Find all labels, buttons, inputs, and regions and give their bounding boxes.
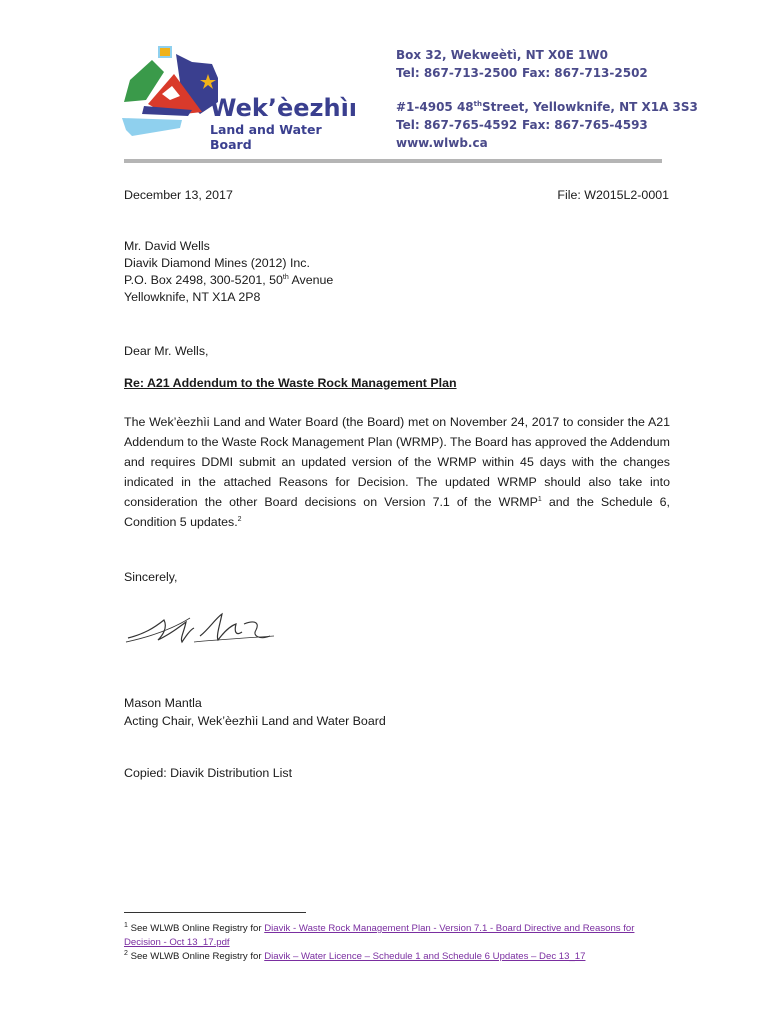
phone-number-2: Tel: 867-765-4592 xyxy=(396,118,518,132)
body-paragraph: The Wek’èezhìi Land and Water Board (the Board) met on November 24, 2017 to consider the A21 Addendum to the Waste Rock Management Plan (WRMP). The Board has approved the Addendum and requires DDMI submit an updated version of the WRMP within 45 days with the changes indicated in the attached Reasons for Decision. The updated WRMP should also take into consideration the other Board decisions on Version 7.1 of the WRMP$^1$ and the Schedule 6, Condition 5 updates.$^2$ xyxy=(124,415,671,529)
closing: Sincerely, xyxy=(124,570,178,584)
recipient-company: Diavik Diamond Mines (2012) Inc. xyxy=(124,256,310,270)
footnote-ref-1[interactable]: 1 xyxy=(537,495,542,503)
footnote-divider xyxy=(124,912,306,913)
fax-number: Fax: 867-713-2502 xyxy=(522,66,648,80)
address-line: Box 32, Wekweètì, NT X0E 1W0 xyxy=(396,48,608,62)
signer-name: Mason Mantla xyxy=(124,696,202,710)
recipient-address: P.O. Box 2498, 300-5201, 50th Avenue xyxy=(124,273,334,287)
phone-number: Tel: 867-713-2500 xyxy=(396,66,518,80)
footnote-1: $^1$ See WLWB Online Registry for Diavik - Waste Rock Management Plan - Version 7.1 - Board Directive and Reasons for Decision - Oct 13_17.pdf xyxy=(124,921,635,948)
signer-title: Acting Chair, Wek’èezhìi Land and Water Board xyxy=(124,714,386,728)
recipient-block xyxy=(124,238,333,306)
footnote-2-link[interactable]: Diavik – Water Licence – Schedule 1 and Schedule 6 Updates – Dec 13_17 xyxy=(264,951,586,962)
street-address: #1-4905 48thStreet, Yellowknife, NT X1A 3S3 xyxy=(396,100,698,114)
signature-image xyxy=(124,606,284,654)
file-number: File: W2015L2-0001 xyxy=(557,188,669,202)
recipient-city: Yellowknife, NT X1A 2P8 xyxy=(124,290,261,304)
header-divider xyxy=(124,159,662,163)
website-link[interactable]: www.wlwb.ca xyxy=(396,136,488,150)
copied-list: Copied: Diavik Distribution List xyxy=(124,766,293,780)
footnote-1-link[interactable]: Diavik - Waste Rock Management Plan - Version 7.1 - Board Directive and Reasons for Decision - Oct 13_17.pdf xyxy=(124,923,635,948)
org-logo xyxy=(122,44,358,152)
salutation: Dear Mr. Wells, xyxy=(124,344,209,358)
fax-number-2: Fax: 867-765-4593 xyxy=(522,118,648,132)
signer-block xyxy=(124,694,386,730)
org-name: Wek’èezhìı xyxy=(210,94,358,122)
recipient-name: Mr. David Wells xyxy=(124,239,210,253)
letter-date: December 13, 2017 xyxy=(124,188,233,202)
org-subtitle: Land and Water Board xyxy=(210,122,322,152)
contact-block xyxy=(396,46,698,152)
footnotes xyxy=(124,922,670,964)
footnote-ref-2[interactable]: 2 xyxy=(237,515,242,523)
subject-line: Re: A21 Addendum to the Waste Rock Management Plan xyxy=(124,376,457,390)
logo-graphic xyxy=(122,44,218,140)
footnote-2: $^2$ See WLWB Online Registry for Diavik – Water Licence – Schedule 1 and Schedule 6 Updates – Dec 13_17 xyxy=(124,949,586,962)
